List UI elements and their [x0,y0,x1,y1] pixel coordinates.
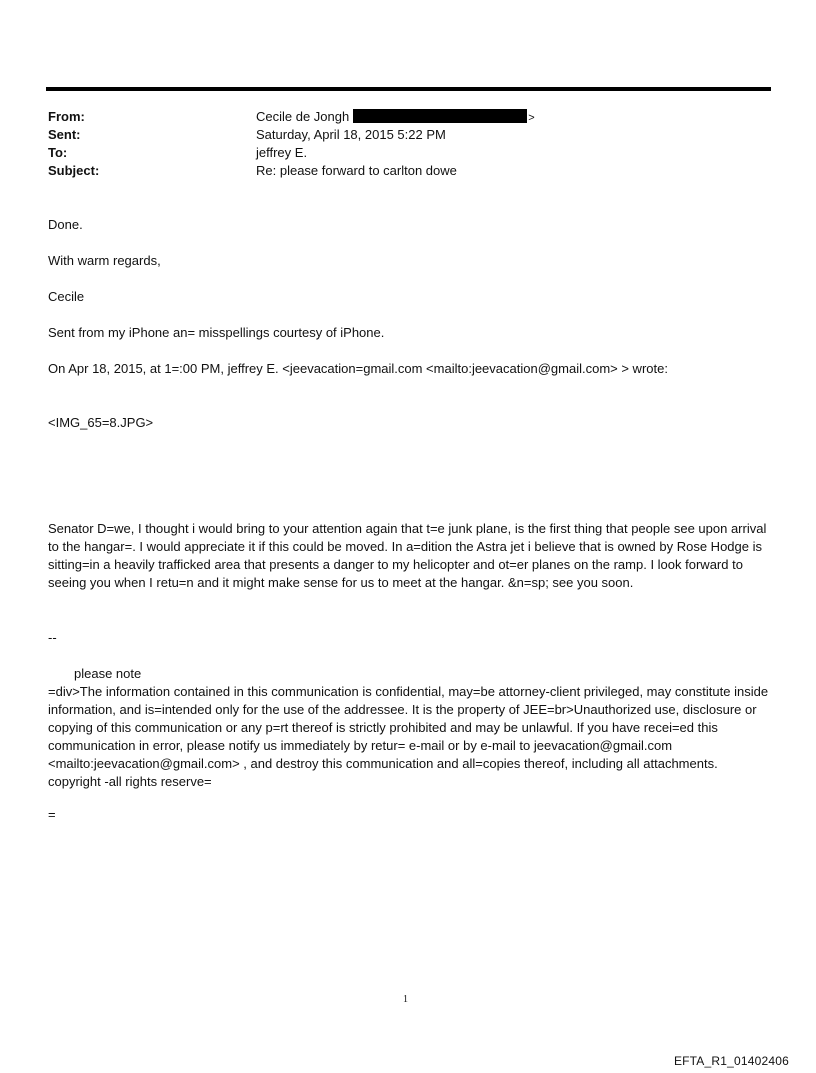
body-sent-from: Sent from my iPhone an= misspellings courtesy of iPhone. [48,325,385,340]
page-number: 1 [403,994,408,1005]
redaction-bar [353,109,527,123]
subject-label: Subject: [48,163,100,178]
confidentiality-disclaimer: =div>The information contained in this communication is confidential, may=be attorney-client privileged, may constitute inside information, and is=intended only for the use of the addressee. It is the property of JEE=br>Unauthorized use, disclosure or copying of this communication or any p=rt thereof is strictly prohibited and may be unlawful. If you have recei=ed this communication in error, please notify us immediately by retur= e-mail or by e-mail to jeevacation@gmail.com <mailto:jeevacation@gmail.com> , and destroy this communication and all=copies thereof, including all attachments. copyright -all rights reserve= [48,684,769,789]
body-done: Done. [48,217,83,232]
signature-separator: -- [48,630,57,645]
to-value: jeffrey E. [256,145,308,160]
to-label: To: [48,145,68,160]
body-signature-name: Cecile [48,289,85,304]
trailing-equals: = [48,807,56,822]
sent-label: Sent: [48,127,81,142]
quoted-message: Senator D=we, I thought i would bring to your attention again that t=e junk plane, is the first thing that people see upon arrival to the hangar=. I would appreciate it if this could be moved. In a=dition the Astra jet i believe that is owned by Rose Hodge is sitting=in a heavily trafficked area that presents a danger to my helicopter and ot=er planes on the ramp. I look forward to seeing you when I retu=n and it might make sense for us to meet at the hangar. &n=sp; see you soon. [48,521,767,590]
subject-value: Re: please forward to carlton dowe [256,163,457,178]
from-value: Cecile de Jongh [256,109,350,124]
document-id: EFTA_R1_01402406 [673,1054,789,1068]
attachment-placeholder: <IMG_65=8.JPG> [48,415,154,430]
header-rule [46,87,771,91]
from-label: From: [48,109,85,124]
sent-value: Saturday, April 18, 2015 5:22 PM [256,127,446,142]
please-note: please note [74,666,142,681]
quote-intro: On Apr 18, 2015, at 1=:00 PM, jeffrey E. <jeevacation=gmail.com <mailto:jeevacation@gmail.com> > wrote: [48,361,668,376]
from-trailer: > [528,112,535,124]
body-regards: With warm regards, [48,253,161,268]
